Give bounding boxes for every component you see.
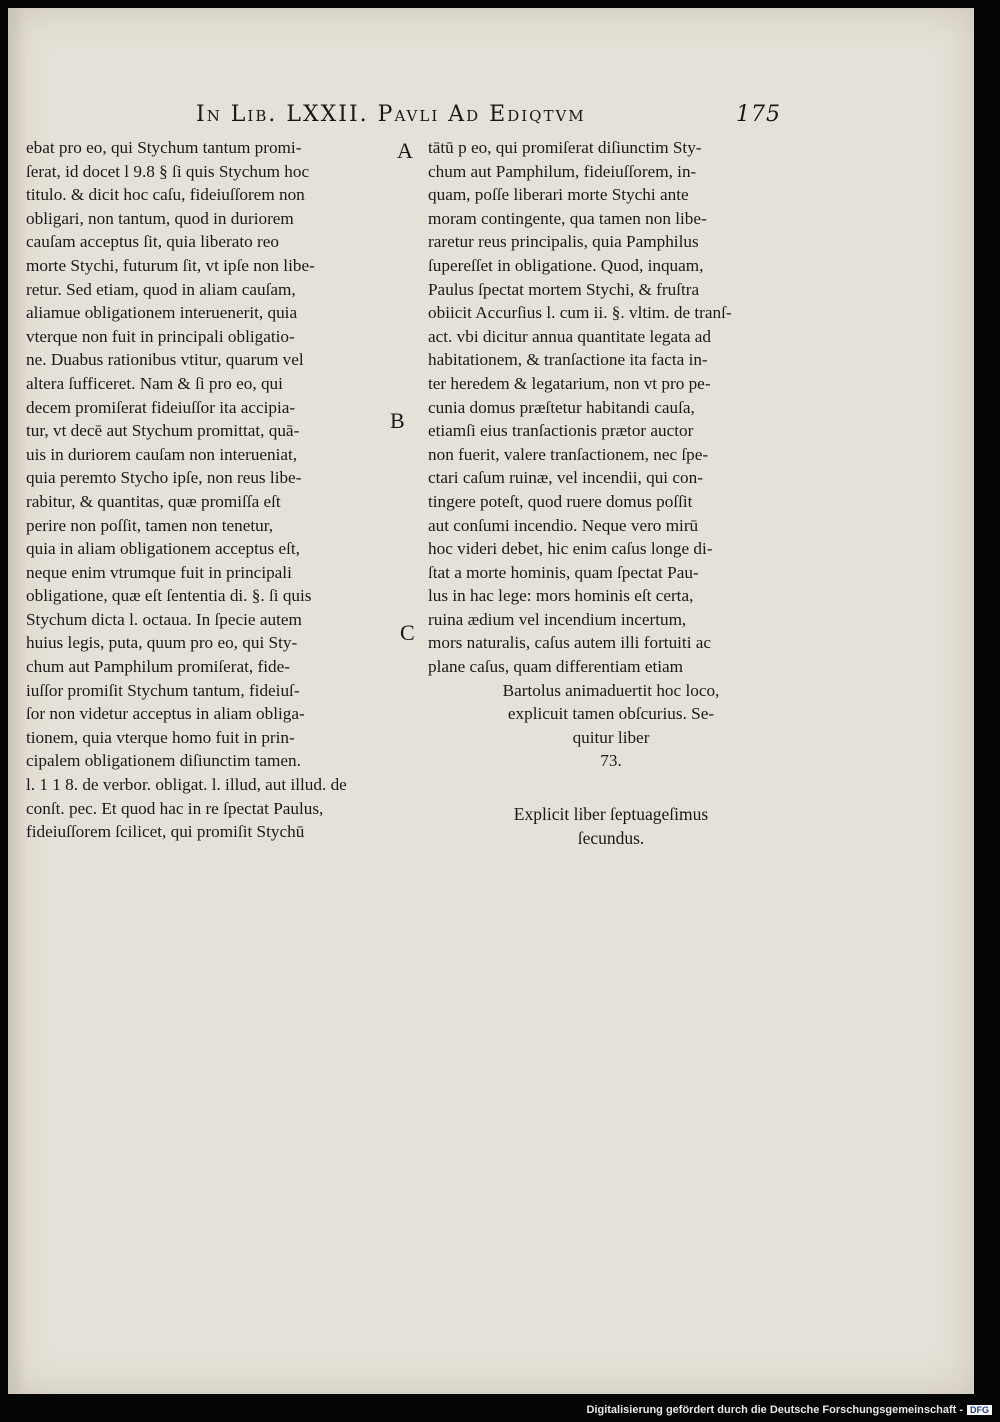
- left-column-line: aliamue obligationem interuenerit, quia: [26, 303, 298, 323]
- left-column-line: ne. Duabus rationibus vtitur, quarum vel: [26, 350, 304, 370]
- right-column-line: tātū p eo, qui promiſerat diſiunctim Sty-: [428, 138, 702, 157]
- right-column-line: Bartolus animaduertit hoc loco,: [502, 680, 720, 700]
- right-column-line: tingere poteſt, quod ruere domus poſſit: [428, 491, 693, 511]
- left-column-line: ſerat, id docet l 9.8 § ſi quis Stychum hoc: [26, 161, 310, 181]
- right-column-line: non fuerit, valere tranſactionem, nec ſpe-: [428, 444, 709, 464]
- left-column-line: ebat pro eo, qui Stychum tantum promi-: [26, 138, 302, 157]
- left-column-line: perire non poſſit, tamen non tenetur,: [26, 515, 274, 535]
- book-page: [8, 8, 974, 1394]
- left-column-line: iuſſor promiſit Stychum tantum, fideiuſ-: [26, 680, 300, 700]
- left-column-line: titulo. & dicit hoc caſu, fideiuſſorem non: [26, 185, 305, 205]
- left-column-line: quia in aliam obligationem acceptus eſt,: [26, 539, 300, 559]
- margin-marker-b: B: [390, 408, 405, 433]
- right-column-line: Paulus ſpectat mortem Stychi, & fruſtra: [428, 279, 700, 299]
- right-column-line: quam, poſſe liberari morte Stychi ante: [428, 185, 689, 205]
- left-column-line: altera ſufficeret. Nam & ſi pro eo, qui: [26, 373, 283, 393]
- right-column-line: ter heredem & legatarium, non vt pro pe-: [428, 373, 711, 393]
- page-number: 175: [736, 102, 781, 127]
- right-column-line: hoc videri debet, hic enim caſus longe di-: [428, 539, 713, 559]
- right-column-line: cunia domus præſtetur habitandi cauſa,: [428, 397, 695, 417]
- colophon-line: Explicit liber ſeptuageſimus: [513, 804, 709, 824]
- right-column-line: aut conſumi incendio. Neque vero mirū: [428, 515, 699, 535]
- left-column-line: obligatione, quæ eſt ſententia di. §. ſi quis: [26, 586, 312, 606]
- right-column-line: ſtat a morte hominis, quam ſpectat Pau-: [428, 562, 699, 582]
- left-column-line: ſor non videtur acceptus in aliam obliga-: [26, 704, 305, 724]
- left-column-line: neque enim vtrumque fuit in principali: [26, 562, 292, 582]
- left-column-line: obligari, non tantum, quod in duriorem: [26, 208, 294, 228]
- dfg-logo: DFG: [967, 1405, 992, 1415]
- left-column-line: retur. Sed etiam, quod in aliam cauſam,: [26, 279, 296, 299]
- left-column-line: morte Stychi, futurum ſit, vt ipſe non libe-: [26, 255, 315, 275]
- right-column-line: raretur reus principalis, quia Pamphilus: [428, 232, 699, 252]
- left-column-line: Stychum dicta l. octaua. In ſpecie autem: [26, 609, 302, 629]
- right-column-line: ſupereſſet in obligatione. Quod, inquam,: [428, 255, 704, 275]
- left-column-line: decem promiſerat fideiuſſor ita accipia-: [26, 397, 296, 417]
- left-column-line: l. 1 1 8. de verbor. obligat. l. illud, aut illud. de: [26, 775, 347, 795]
- right-column-line: lus in hac lege: mors hominis eſt certa,: [428, 586, 694, 606]
- right-column-line: ctari caſum ruinæ, vel incendii, qui con-: [428, 468, 703, 488]
- left-column-line: conſt. pec. Et quod hac in re ſpectat Paulus,: [26, 798, 324, 818]
- right-column-line: 73.: [600, 751, 622, 771]
- right-column-line: ruina ædium vel incendium incertum,: [428, 609, 687, 629]
- margin-marker-c: C: [400, 620, 415, 645]
- left-column-line: fideiuſſorem ſcilicet, qui promiſit Stychū: [26, 822, 305, 842]
- left-column-line: tionem, quia vterque homo fuit in prin-: [26, 727, 295, 747]
- left-column-line: uis in duriorem cauſam non interueniat,: [26, 444, 298, 464]
- header-title: In Lib. LXXII. Pavli Ad Ediqtvm: [196, 102, 586, 127]
- right-column-line: mors naturalis, caſus autem illi fortuiti ac: [428, 633, 712, 653]
- left-column-line: vterque non fuit in principali obligatio-: [26, 326, 295, 346]
- right-column: [428, 136, 794, 773]
- colophon-line: ſecundus.: [577, 828, 645, 848]
- right-column-line: moram contingente, qua tamen non libe-: [428, 208, 707, 228]
- credit-text: Digitalisierung gefördert durch die Deutsche Forschungsgemeinschaft -: [586, 1404, 963, 1416]
- right-column-line: etiamſi eius tranſactionis prætor auctor: [428, 421, 694, 441]
- colophon: [428, 802, 794, 850]
- left-column-line: huius legis, puta, quum pro eo, qui Sty-: [26, 633, 298, 653]
- right-column-line: obiicit Accurſius l. cum ii. §. vltim. de tranſ-: [428, 303, 732, 323]
- right-column-line: explicuit tamen obſcurius. Se-: [507, 704, 715, 724]
- left-column-line: tur, vt decē aut Stychum promittat, quā-: [26, 421, 300, 441]
- right-column-line: act. vbi dicitur annua quantitate legata ad: [428, 326, 711, 346]
- right-column-line: quitur liber: [572, 727, 650, 747]
- margin-marker-a: A: [397, 138, 413, 163]
- right-column-line: chum aut Pamphilum, fideiuſſorem, in-: [428, 161, 697, 181]
- running-header: [166, 96, 976, 138]
- left-column-line: quia peremto Stycho ipſe, non reus libe-: [26, 468, 302, 488]
- digitization-credit: [586, 1402, 992, 1418]
- right-column-line: habitationem, & tranſactione ita facta in-: [428, 350, 708, 370]
- left-column-line: chum aut Pamphilum promiſerat, fide-: [26, 657, 290, 677]
- left-column-line: rabitur, & quantitas, quæ promiſſa eſt: [26, 491, 281, 511]
- left-column: [26, 136, 396, 844]
- left-column-line: cauſam acceptus ſit, quia liberato reo: [26, 232, 279, 252]
- right-column-line: plane caſus, quam differentiam etiam: [428, 657, 684, 677]
- left-column-line: cipalem obligationem diſiunctim tamen.: [26, 751, 301, 771]
